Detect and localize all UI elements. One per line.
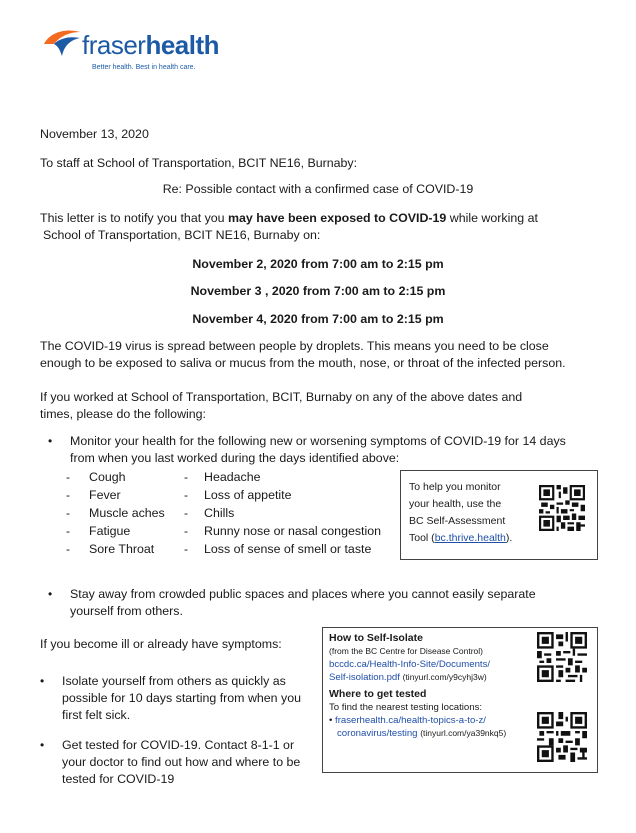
monitor-line-2: from when you last worked during the days identified above:: [70, 451, 400, 465]
symptom-left: Muscle aches: [89, 506, 165, 520]
exposure-date-2: November 3 , 2020 from 7:00 am to 2:15 pm: [190, 284, 446, 298]
virus-para-1: The COVID-19 virus is spread between people by droplets. This means you need to be close: [40, 339, 549, 353]
test-url-2[interactable]: coronavirus/testing: [337, 728, 418, 739]
tested-1: Get tested for COVID-19. Contact 8-1-1 or: [62, 738, 295, 752]
logo-tagline: Better health. Best in health care.: [92, 64, 196, 71]
dash-icon: -: [184, 542, 188, 556]
worked-para-1: If you worked at School of Transportation, BCIT, Burnaby on any of the above dates and: [40, 390, 523, 404]
dash-icon: -: [66, 542, 70, 556]
iso-source: (from the BC Centre for Disease Control): [329, 646, 483, 656]
logo-wordmark-a: fraser: [82, 30, 146, 60]
bullet-icon: •: [48, 434, 53, 448]
tested-3: tested for COVID-19: [62, 772, 175, 786]
assess-line: To help you monitor: [409, 481, 501, 493]
dash-icon: -: [184, 506, 188, 520]
stay-away-1: Stay away from crowded public spaces and places where you cannot easily separate: [70, 587, 536, 601]
worked-para-2: times, please do the following:: [40, 407, 206, 421]
monitor-line-1: Monitor your health for the following new or worsening symptoms of COVID-19 for 14 days: [70, 434, 566, 448]
assess-line: BC Self-Assessment: [409, 515, 506, 527]
iso-url-2[interactable]: Self-isolation.pdf: [329, 672, 400, 683]
qr-code-icon: [537, 712, 587, 762]
stay-away-2: yourself from others.: [70, 604, 183, 618]
symptom-right: Headache: [204, 470, 261, 484]
symptom-right: Runny nose or nasal congestion: [204, 524, 382, 538]
logo-wordmark: [82, 30, 219, 61]
notify-post: while working at: [446, 211, 538, 225]
exposure-date-3: November 4, 2020 from 7:00 am to 2:15 pm: [192, 312, 444, 326]
self-isolate-box: [322, 627, 598, 773]
symptom-left: Cough: [89, 470, 126, 484]
test-title: Where to get tested: [329, 688, 427, 700]
symptom-left: Sore Throat: [89, 542, 155, 556]
notify-line-1: [40, 210, 538, 226]
exposure-date-1: November 2, 2020 from 7:00 am to 2:15 pm: [192, 257, 444, 271]
notify-line-2: School of Transportation, BCIT NE16, Burnaby on:: [43, 228, 321, 242]
test-url-1[interactable]: fraserhealth.ca/health-topics-a-to-z/: [335, 715, 486, 726]
self-isolate-text: [329, 632, 506, 740]
notify-bold: may have been exposed to COVID-19: [228, 211, 447, 225]
symptom-right: Loss of appetite: [204, 488, 292, 502]
iso-short-1: (tinyurl.com/y9cyhj3w): [402, 672, 487, 682]
iso-title: How to Self-Isolate: [329, 632, 423, 644]
self-assessment-text: [409, 479, 512, 547]
symptom-right: Loss of sense of smell or taste: [204, 542, 372, 556]
swoosh-icon: [40, 26, 84, 62]
thrive-link[interactable]: bc.thrive.health: [434, 532, 506, 544]
assess-line: [409, 530, 512, 547]
isolate-1: Isolate yourself from others as quickly as: [62, 674, 286, 688]
symptom-left: Fatigue: [89, 524, 131, 538]
to-line: To staff at School of Transportation, BCIT NE16, Burnaby:: [40, 156, 358, 170]
ill-line: If you become ill or already have symptoms:: [40, 637, 282, 651]
dash-icon: -: [184, 470, 188, 484]
bullet-icon: •: [40, 738, 45, 752]
dash-icon: -: [66, 488, 70, 502]
assess-tool-post: ).: [505, 532, 513, 544]
isolate-3: first felt sick.: [62, 708, 131, 722]
isolate-2: possible for 10 days starting from when you: [62, 691, 301, 705]
assess-line: your health, use the: [409, 498, 502, 510]
tested-2: your doctor to find out how and where to be: [62, 755, 301, 769]
iso-url-1[interactable]: bccdc.ca/Health-Info-Site/Documents/: [329, 659, 491, 670]
assess-tool-pre: Tool (: [409, 532, 435, 544]
dash-icon: -: [66, 524, 70, 538]
self-assessment-box: [400, 470, 598, 560]
bullet-icon: •: [329, 715, 336, 726]
virus-para-2: enough to be exposed to saliva or mucus from the mouth, nose, or throat of the infected person.: [40, 356, 566, 370]
bullet-icon: •: [40, 674, 45, 688]
bullet-icon: •: [48, 587, 53, 601]
symptom-left: Fever: [89, 488, 121, 502]
re-line: Re: Possible contact with a confirmed case of COVID-19: [162, 182, 474, 196]
dash-icon: -: [184, 488, 188, 502]
qr-code-icon: [539, 485, 585, 531]
symptom-right: Chills: [204, 506, 235, 520]
letter-date: November 13, 2020: [40, 127, 149, 141]
dash-icon: -: [184, 524, 188, 538]
notify-pre: This letter is to notify you that you: [40, 211, 229, 225]
test-find: To find the nearest testing locations:: [329, 702, 483, 713]
logo-wordmark-b: health: [145, 30, 220, 60]
dash-icon: -: [66, 506, 70, 520]
fraserhealth-logo: [40, 24, 240, 80]
test-short: (tinyurl.com/ya39nkq5): [420, 728, 507, 738]
dash-icon: -: [66, 470, 70, 484]
qr-code-icon: [537, 632, 587, 682]
